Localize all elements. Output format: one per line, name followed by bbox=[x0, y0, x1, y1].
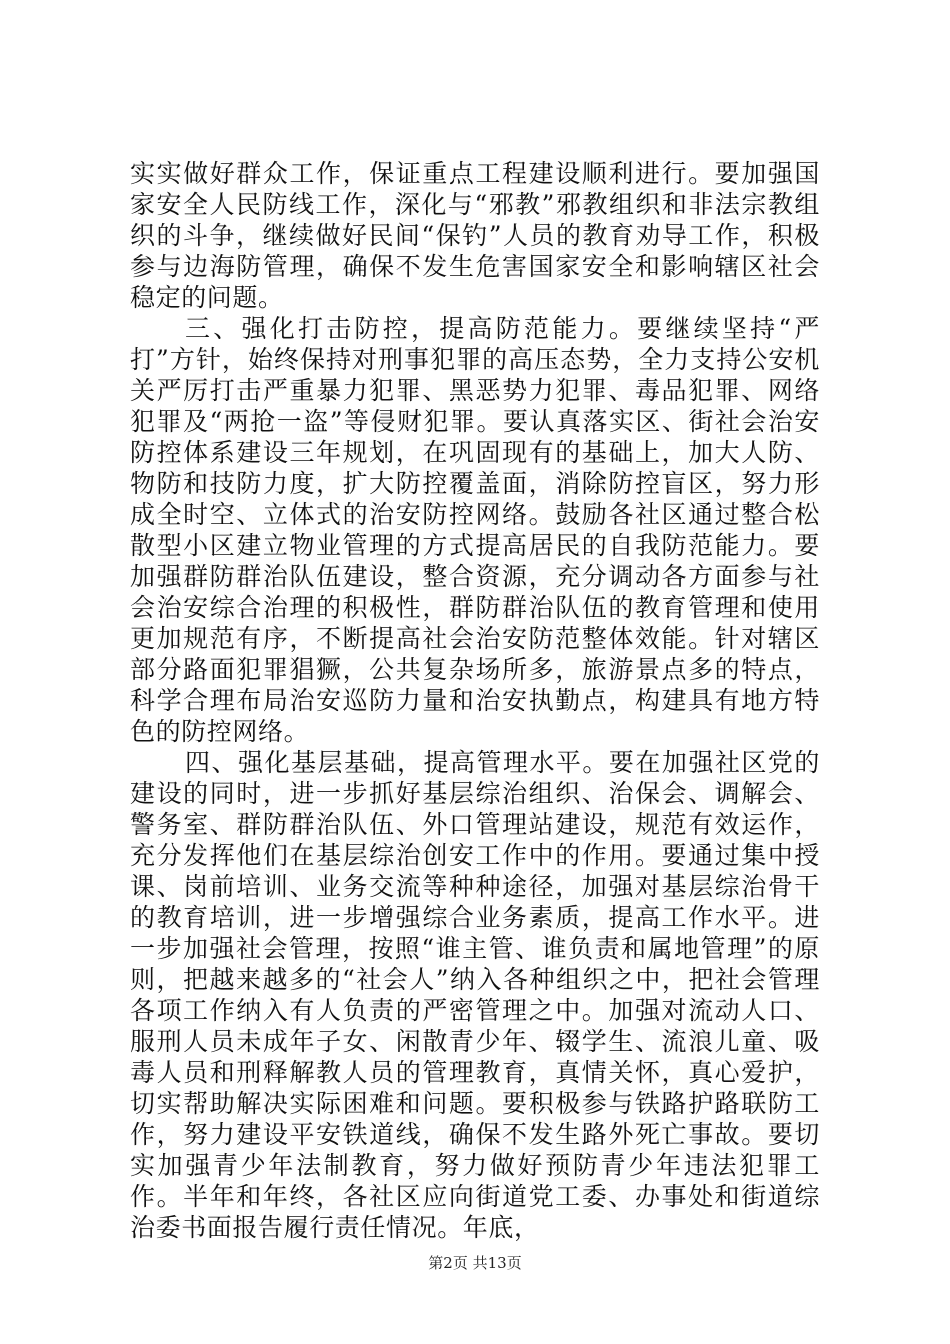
page-footer bbox=[0, 1253, 950, 1273]
paragraph-section-four: 四、强化基层基础，提高管理水平。要在加强社区党的建设的同时，进一步抓好基层综治组织、治保会、调解会、警务室、群防群治队伍、外口管理站建设，规范有效运作，充分发挥他们在基层综治创安工作中的作用。要通过集中授课、岗前培训、业务交流等种种途径，加强对基层综治骨干的教育培训，进一步增强综合业务素质，提高工作水平。进一步加强社会管理，按照“谁主管、谁负责和属地管理”的原则，把越来越多的“社会人”纳入各种组织之中，把社会管理各项工作纳入有人负责的严密管理之中。加强对流动人口、服刑人员未成年子女、闲散青少年、辍学生、流浪儿童、吸毒人员和刑释解教人员的管理教育，真情关怀，真心爱护，切实帮助解决实际困难和问题。要积极参与铁路护路联防工作，努力建设平安铁道线，确保不发生路外死亡事故。要切实加强青少年法制教育，努力做好预防青少年违法犯罪工作。半年和年终，各社区应向街道党工委、办事处和街道综治委书面报告履行责任情况。年底， bbox=[130, 748, 820, 1242]
paragraph-section-three: 三、强化打击防控，提高防范能力。要继续坚持“严打”方针，始终保持对刑事犯罪的高压态势，全力支持公安机关严厉打击严重暴力犯罪、黑恶势力犯罪、毒品犯罪、网络犯罪及“两抢一盗”等侵财犯罪。要认真落实区、街社会治安防控体系建设三年规划，在巩固现有的基础上，加大人防、物防和技防力度，扩大防控覆盖面，消除防控盲区，努力形成全时空、立体式的治安防控网络。鼓励各社区通过整合松散型小区建立物业管理的方式提高居民的自我防范能力。要加强群防群治队伍建设，整合资源，充分调动各方面参与社会治安综合治理的积极性，群防群治队伍的教育管理和使用更加规范有序，不断提高社会治安防范整体效能。针对辖区部分路面犯罪猖獗，公共复杂场所多，旅游景点多的特点，科学合理布局治安巡防力量和治安执勤点，构建具有地方特色的防控网络。 bbox=[130, 314, 820, 746]
paragraph-continuation: 实实做好群众工作，保证重点工程建设顺利进行。要加强国家安全人民防线工作，深化与“邪教”邪教组织和非法宗教组织的斗争，继续做好民间“保钓”人员的教育劝导工作，积极参与边海防管理，确保不发生危害国家安全和影响辖区社会稳定的问题。 bbox=[130, 159, 820, 312]
page-number-label: 第2页 共13页 bbox=[428, 1254, 522, 1272]
document-body bbox=[130, 158, 820, 1243]
